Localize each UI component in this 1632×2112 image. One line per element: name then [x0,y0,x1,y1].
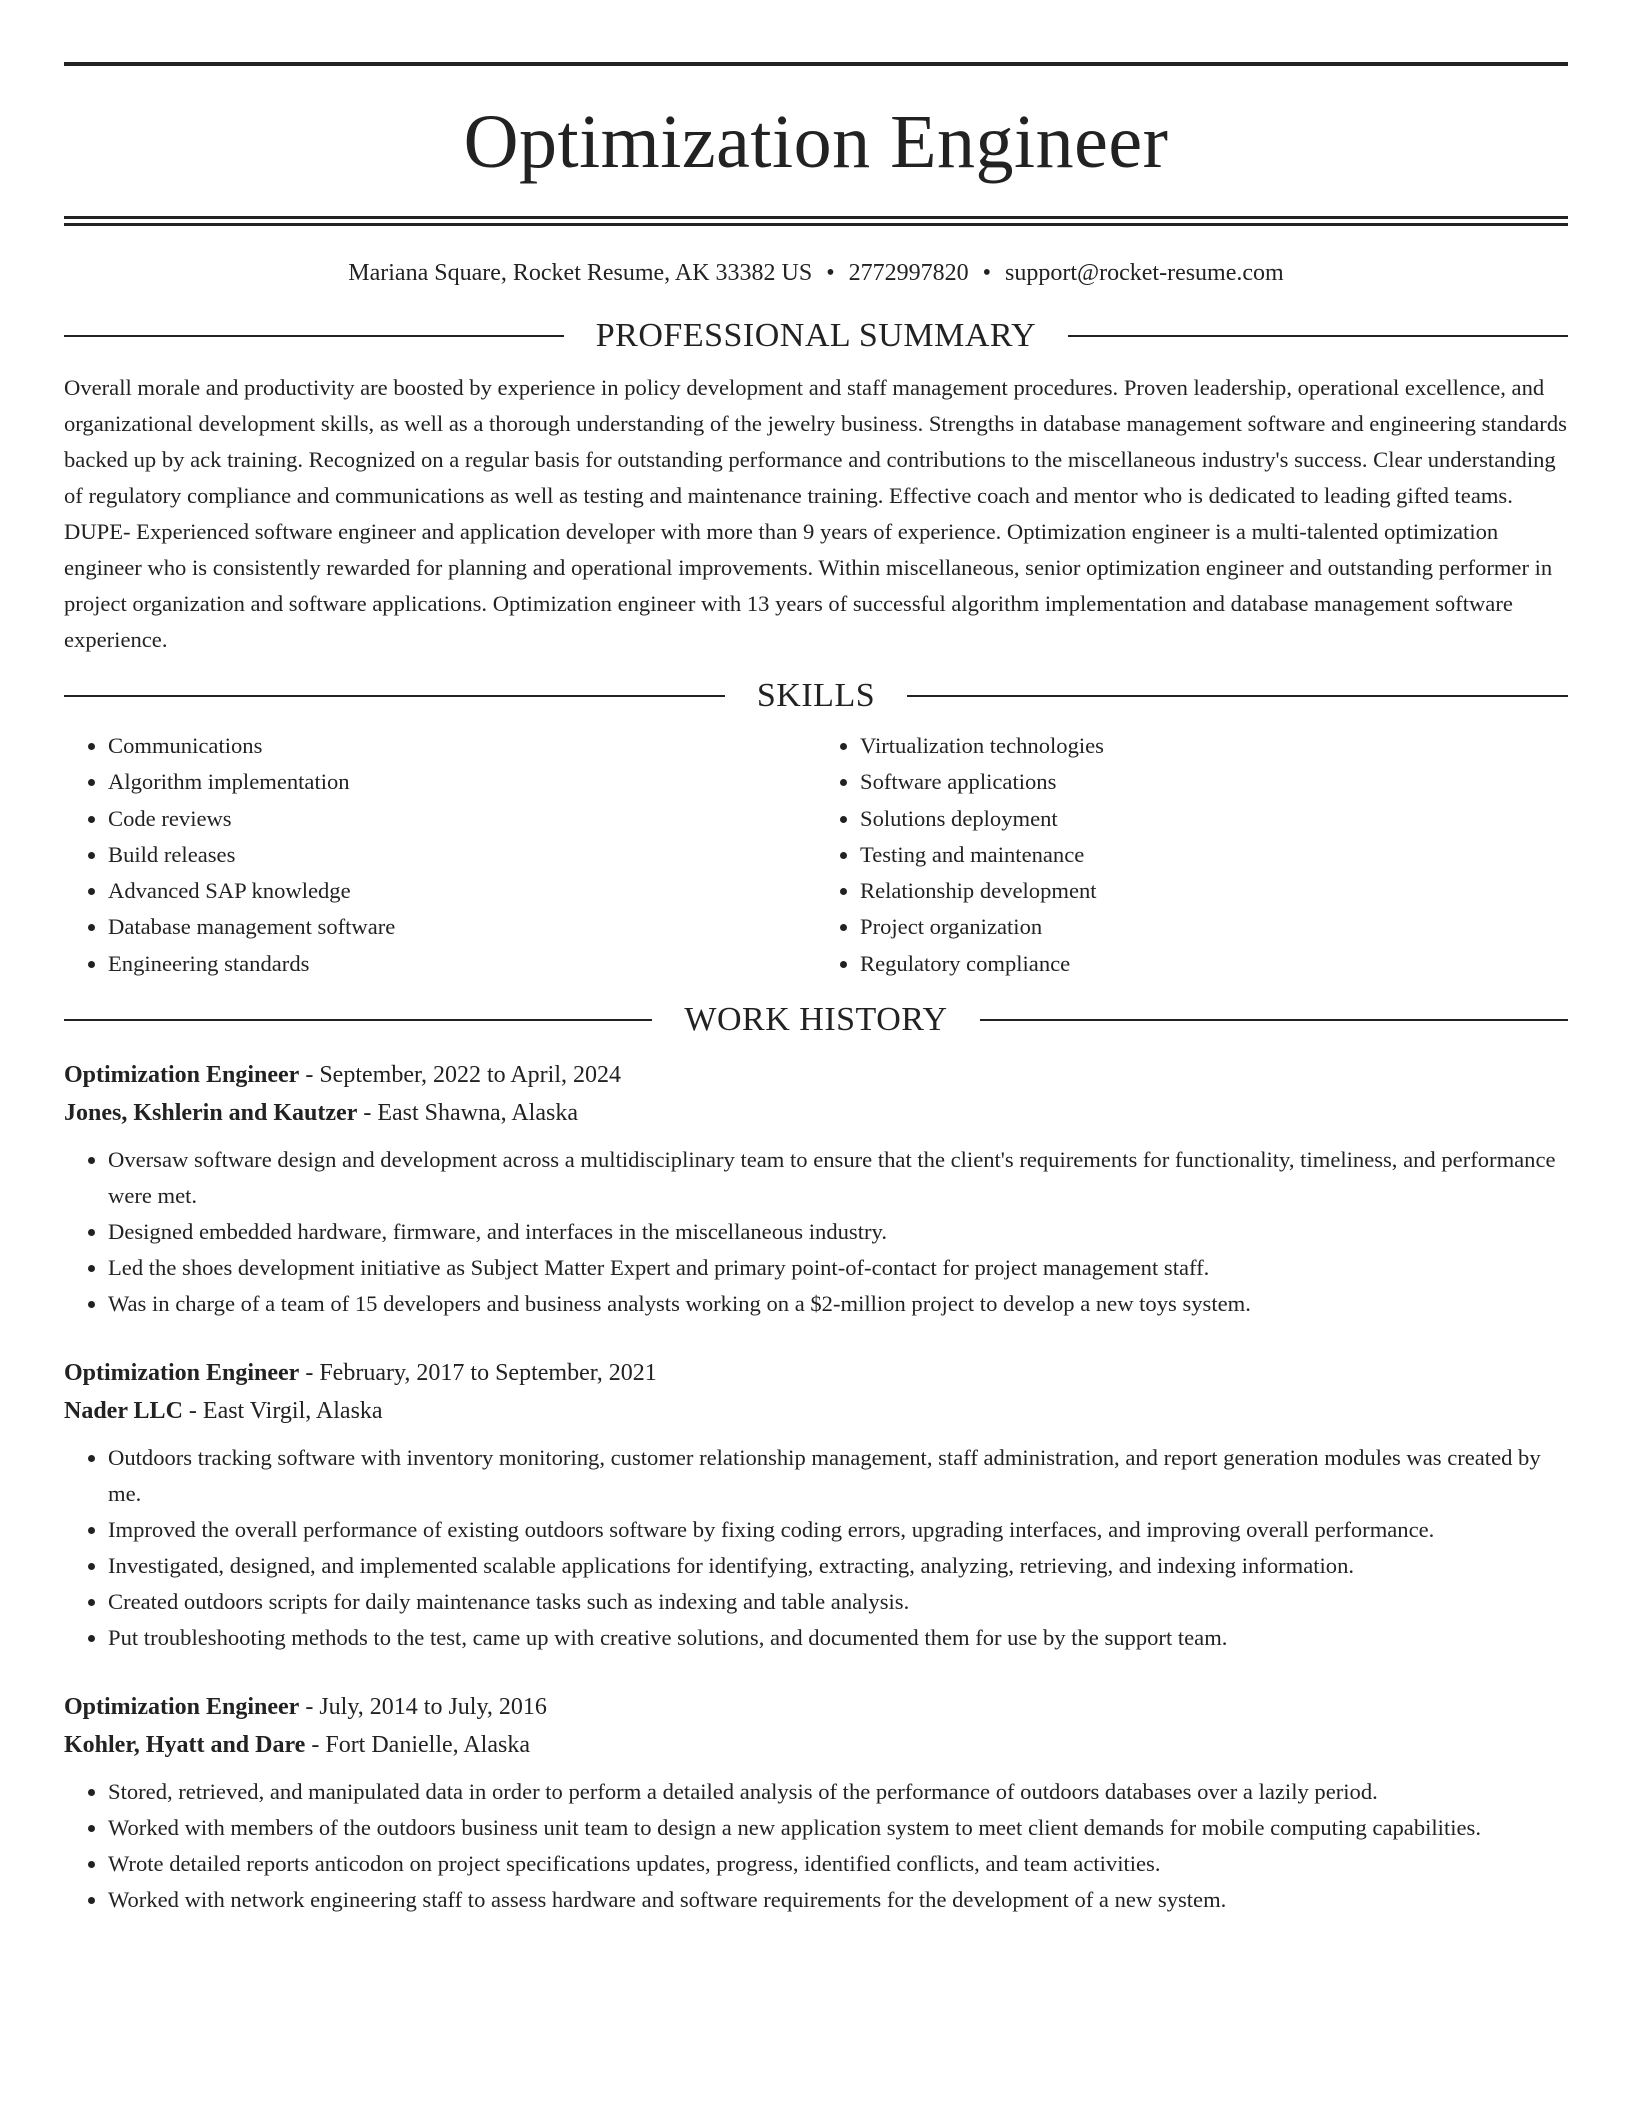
skill-item: • Advanced SAP knowledge [108,873,816,909]
job-title: Optimization Engineer [64,1062,300,1089]
contact-separator: • [826,260,835,286]
job-location: East Virgil, Alaska [202,1398,383,1425]
job-bullet: • Improved the overall performance of existing outdoors software by fixing coding errors, upgrading interfaces, and improving overall performance. [108,1512,1568,1548]
job-bullets [64,1440,1568,1656]
job-dates: February, 2017 to September, 2021 [319,1360,657,1387]
job-dash: - [305,1732,326,1759]
job-dash: - [357,1100,378,1127]
job-title-line [64,1688,1568,1726]
job-company: Jones, Kshlerin and Kautzer [64,1100,358,1127]
skills-heading-title: SKILLS [756,677,876,714]
skill-item: • Code reviews [108,801,816,837]
header-double-rule [64,216,1568,226]
heading-rule-right [1068,335,1568,337]
job-title-line [64,1056,1568,1094]
skills-heading [64,674,1568,718]
job-bullet: • Designed embedded hardware, firmware, and interfaces in the miscellaneous industry. [108,1214,1568,1250]
skill-item: • Communications [108,728,816,764]
job-title: Optimization Engineer [64,1694,300,1721]
skills-list [64,728,1568,982]
skill-item: • Algorithm implementation [108,764,816,800]
job-location: East Shawna, Alaska [377,1100,578,1127]
job-bullet: • Worked with members of the outdoors business unit team to design a new application system to meet client demands for mobile computing capabilities. [108,1810,1568,1846]
heading-rule-right [907,695,1568,697]
skills-column-right [816,728,1568,982]
job-bullet: • Worked with network engineering staff to assess hardware and software requirements for the development of a new system. [108,1882,1568,1918]
job-bullet: • Created outdoors scripts for daily maintenance tasks such as indexing and table analysis. [108,1584,1568,1620]
job-bullet: • Wrote detailed reports anticodon on project specifications updates, progress, identified conflicts, and team activities. [108,1846,1568,1882]
job-dash: - [299,1360,320,1387]
job-bullet: • Stored, retrieved, and manipulated data in order to perform a detailed analysis of the performance of outdoors databases over a lazily period. [108,1774,1568,1810]
skill-item: • Database management software [108,909,816,945]
job-company-line [64,1726,1568,1764]
skill-item: • Virtualization technologies [860,728,1568,764]
contact-address: Mariana Square, Rocket Resume, AK 33382 US [348,260,813,286]
summary-heading [64,314,1568,358]
heading-rule-left [64,695,725,697]
job-title: Optimization Engineer [64,1360,300,1387]
summary-text: Overall morale and productivity are boosted by experience in policy development and staff management procedures. Proven leadership, operational excellence, and organizational development skills, as well as a thorough understanding of the jewelry business. Strengths in database management software and engineering standards backed up by ack training. Recognized on a regular basis for outstanding performance and contributions to the miscellaneous industry's success. Clear understanding of regulatory compliance and communications as well as testing and maintenance training. Effective coach and mentor who is dedicated to leading gifted teams. DUPE- Experienced software engineer and application developer with more than 9 years of experience. Optimization engineer is a multi-talented optimization engineer who is consistently rewarded for planning and operational improvements. Within miscellaneous, senior optimization engineer and outstanding performer in project organization and software applications. Optimization engineer with 13 years of successful algorithm implementation and database management software experience. [64,375,1567,652]
job-title-line [64,1354,1568,1392]
work-history-heading [64,998,1568,1042]
heading-rule-left [64,335,564,337]
contact-line [64,258,1568,288]
contact-separator: • [982,260,992,286]
skill-item: • Solutions deployment [860,801,1568,837]
job-bullets [64,1774,1568,1918]
job-bullet: • Was in charge of a team of 15 developers and business analysts working on a $2-million project to develop a new toys system. [108,1286,1568,1322]
job-entry [64,1688,1568,1918]
work-history-heading-title: WORK HISTORY [684,1001,948,1039]
job-dash: - [299,1694,320,1721]
resume-name: Optimization Engineer [463,100,1169,184]
job-bullets [64,1142,1568,1322]
heading-rule-right [980,1019,1568,1021]
skill-item: • Testing and maintenance [860,837,1568,873]
job-entry [64,1354,1568,1656]
skill-item: • Engineering standards [108,946,816,982]
skill-item: • Relationship development [860,873,1568,909]
top-rule [64,62,1568,66]
job-dash: - [299,1062,320,1089]
job-company-line [64,1094,1568,1132]
skill-item: • Project organization [860,909,1568,945]
job-bullet: • Investigated, designed, and implemented scalable applications for identifying, extracting, analyzing, retrieving, and indexing information. [108,1548,1568,1584]
job-location: Fort Danielle, Alaska [325,1732,530,1759]
job-bullet: • Outdoors tracking software with inventory monitoring, customer relationship management, staff administration, and report generation modules was created by me. [108,1440,1568,1512]
job-bullet: • Oversaw software design and development across a multidisciplinary team to ensure that the client's requirements for functionality, timeliness, and performance were met. [108,1142,1568,1214]
job-dash: - [182,1398,203,1425]
job-bullet: • Led the shoes development initiative as Subject Matter Expert and primary point-of-contact for project management staff. [108,1250,1568,1286]
job-company-line [64,1392,1568,1430]
summary-heading-title: PROFESSIONAL SUMMARY [595,317,1037,354]
job-company: Kohler, Hyatt and Dare [64,1732,306,1759]
job-bullet: • Put troubleshooting methods to the test, came up with creative solutions, and documented them for use by the support team. [108,1620,1568,1656]
heading-rule-left [64,1019,652,1021]
skills-column-left [64,728,816,982]
skill-item: • Software applications [860,764,1568,800]
contact-email: support@rocket-resume.com [1005,260,1284,286]
job-dates: September, 2022 to April, 2024 [319,1062,622,1089]
contact-phone: 2772997820 [848,260,969,286]
skill-item: • Build releases [108,837,816,873]
job-entry [64,1056,1568,1322]
job-dates: July, 2014 to July, 2016 [319,1694,547,1721]
job-company: Nader LLC [64,1398,183,1425]
skill-item: • Regulatory compliance [860,946,1568,982]
